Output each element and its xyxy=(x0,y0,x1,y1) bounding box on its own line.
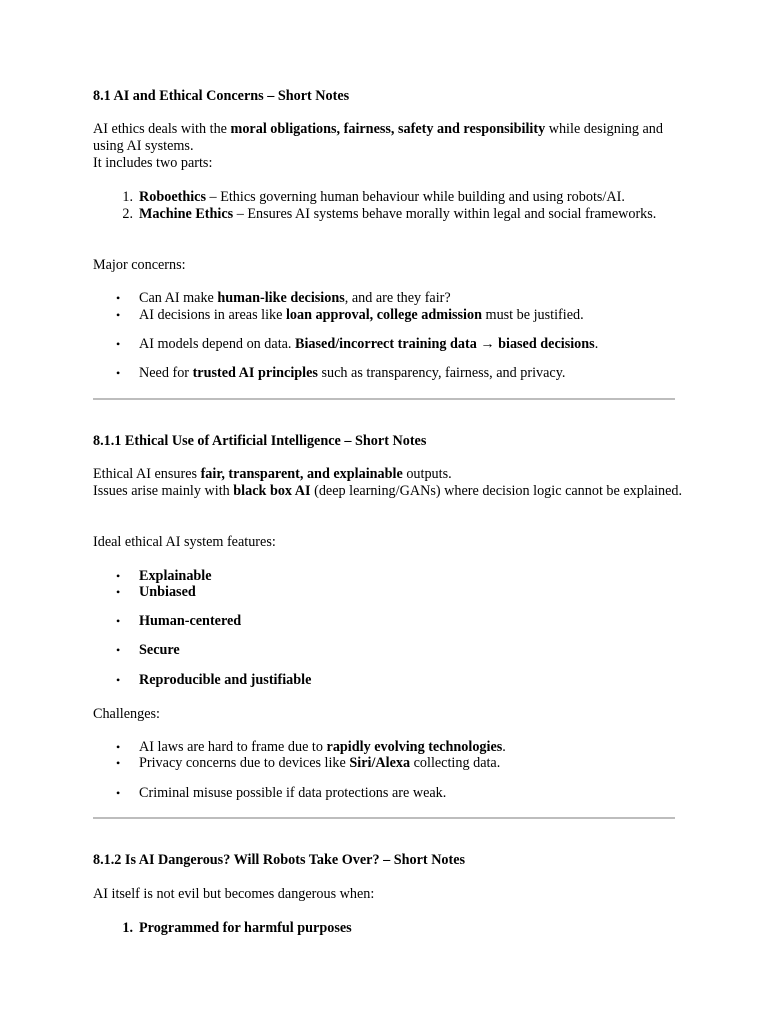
concern-item: • Need for trusted AI principles such as transparency, fairness, and privacy. xyxy=(116,365,566,381)
danger-intro: AI itself is not evil but becomes dangerous when: xyxy=(93,886,375,902)
features-label: Ideal ethical AI system features: xyxy=(93,534,276,550)
concern-item: • Can AI make human-like decisions, and are they fair? xyxy=(116,290,451,306)
feature-item: • Unbiased xyxy=(116,584,196,600)
ethics-part-1: 1. Roboethics – Ethics governing human behaviour while building and using robots/AI. xyxy=(122,189,625,205)
intro-paragraph: AI ethics deals with the moral obligations, fairness, safety and responsibility while designing and using AI systems. It includes two parts: xyxy=(93,121,663,171)
feature-item: • Human-centered xyxy=(116,613,242,629)
ethical-ai-paragraph: Ethical AI ensures fair, transparent, and explainable outputs. Issues arise mainly with black box AI (deep learning/GANs) where decision logic cannot be explained. xyxy=(93,466,683,499)
challenges-label: Challenges: xyxy=(93,706,160,722)
section-heading-8-1-1: 8.1.1 Ethical Use of Artificial Intelligence – Short Notes xyxy=(93,433,427,449)
feature-item: • Reproducible and justifiable xyxy=(116,672,312,688)
horizontal-divider xyxy=(93,817,675,819)
challenge-item: • AI laws are hard to frame due to rapidly evolving technologies. xyxy=(116,739,506,755)
section-heading-8-1: 8.1 AI and Ethical Concerns – Short Notes xyxy=(93,88,350,104)
challenge-item: • Privacy concerns due to devices like Siri/Alexa collecting data. xyxy=(116,755,501,771)
feature-item: • Secure xyxy=(116,642,180,658)
feature-item: • Explainable xyxy=(116,568,212,584)
section-heading-8-1-2: 8.1.2 Is AI Dangerous? Will Robots Take Over? – Short Notes xyxy=(93,852,466,868)
concern-item: • AI models depend on data. Biased/incorrect training data → biased decisions. xyxy=(116,336,599,352)
challenge-item: • Criminal misuse possible if data protections are weak. xyxy=(116,785,447,801)
danger-reason-1: 1. Programmed for harmful purposes xyxy=(122,920,352,936)
concern-item: • AI decisions in areas like loan approval, college admission must be justified. xyxy=(116,307,584,323)
horizontal-divider xyxy=(93,398,675,400)
ethics-part-2: 2. Machine Ethics – Ensures AI systems behave morally within legal and social frameworks. xyxy=(122,206,657,222)
concerns-label: Major concerns: xyxy=(93,257,186,273)
